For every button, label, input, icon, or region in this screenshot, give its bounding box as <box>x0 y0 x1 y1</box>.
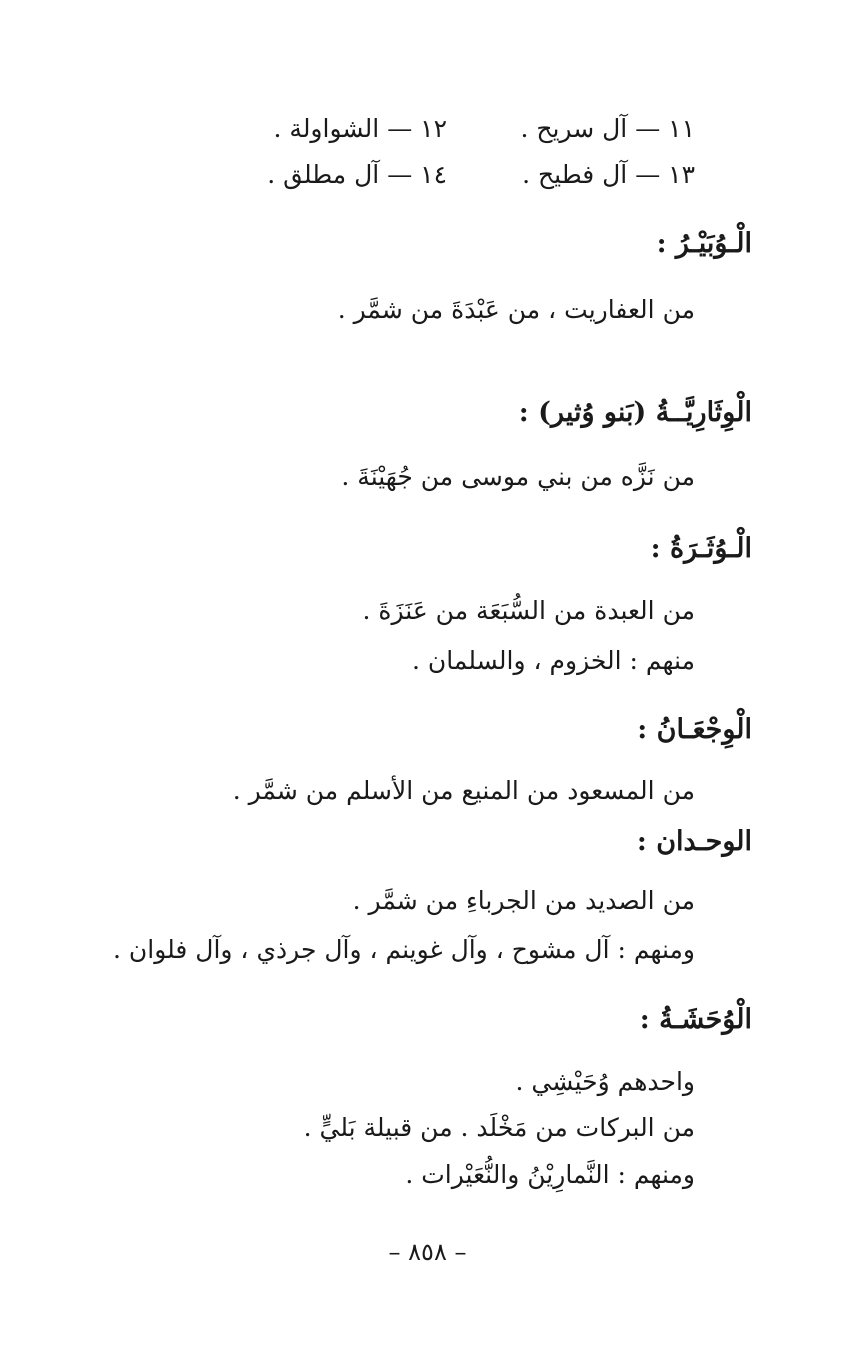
item-number: ١١ <box>668 114 695 143</box>
section-heading: الوحـدان : <box>636 826 752 857</box>
section-heading: الْوِجْعَـانُ : <box>637 714 752 745</box>
dash: — <box>635 114 661 143</box>
item-number: ١٢ <box>420 114 447 143</box>
section-heading: الْـوُبَيْـرُ : <box>656 228 752 259</box>
item-number: ١٣ <box>668 160 695 189</box>
list-item <box>520 112 695 146</box>
section-line: من العبدة من السُّبَعَة من عَنَزَةَ . <box>362 596 695 625</box>
section-line: واحدهم وُحَيْشِي . <box>515 1067 695 1096</box>
item-number: ١٤ <box>420 160 447 189</box>
item-name: آل سريح . <box>520 114 628 143</box>
list-item <box>274 112 447 146</box>
section-line: من العفاريت ، من عَبْدَةَ من شمَّر . <box>337 295 695 324</box>
section-heading: الْوُحَشَـةُ : <box>639 1004 752 1035</box>
item-name: آل مطلق . <box>267 160 380 189</box>
section-line: من الصديد من الجرباءِ من شمَّر . <box>352 886 695 915</box>
section-line: من المسعود من المنيع من الأسلم من شمَّر . <box>232 776 695 805</box>
dash: — <box>387 160 413 189</box>
section-line: من نَزَّه من بني موسى من جُهَيْنَةَ . <box>341 462 695 491</box>
item-name: آل فطيح . <box>522 160 628 189</box>
section-heading: الْوِثَارِيَّــةُ (بَنو وُثير) : <box>518 397 752 428</box>
section-line: منهم : الخزوم ، والسلمان . <box>412 646 695 675</box>
dash: — <box>387 114 413 143</box>
section-heading: الْـوُثَـرَةُ : <box>650 533 752 564</box>
dash: — <box>635 160 661 189</box>
page-number: – ٨٥٨ – <box>388 1238 467 1266</box>
list-item <box>522 158 695 192</box>
section-line: ومنهم : النَّمارِيْنُ والنُّعَيْرات . <box>405 1160 695 1189</box>
section-line: من البركات من مَخْلَد . من قبيلة بَليٍّ . <box>303 1113 695 1142</box>
section-line: ومنهم : آل مشوح ، وآل غوينم ، وآل جرذي ، وآل فلوان . <box>113 935 695 964</box>
list-item <box>267 158 447 192</box>
item-name: الشواولة . <box>273 114 380 143</box>
